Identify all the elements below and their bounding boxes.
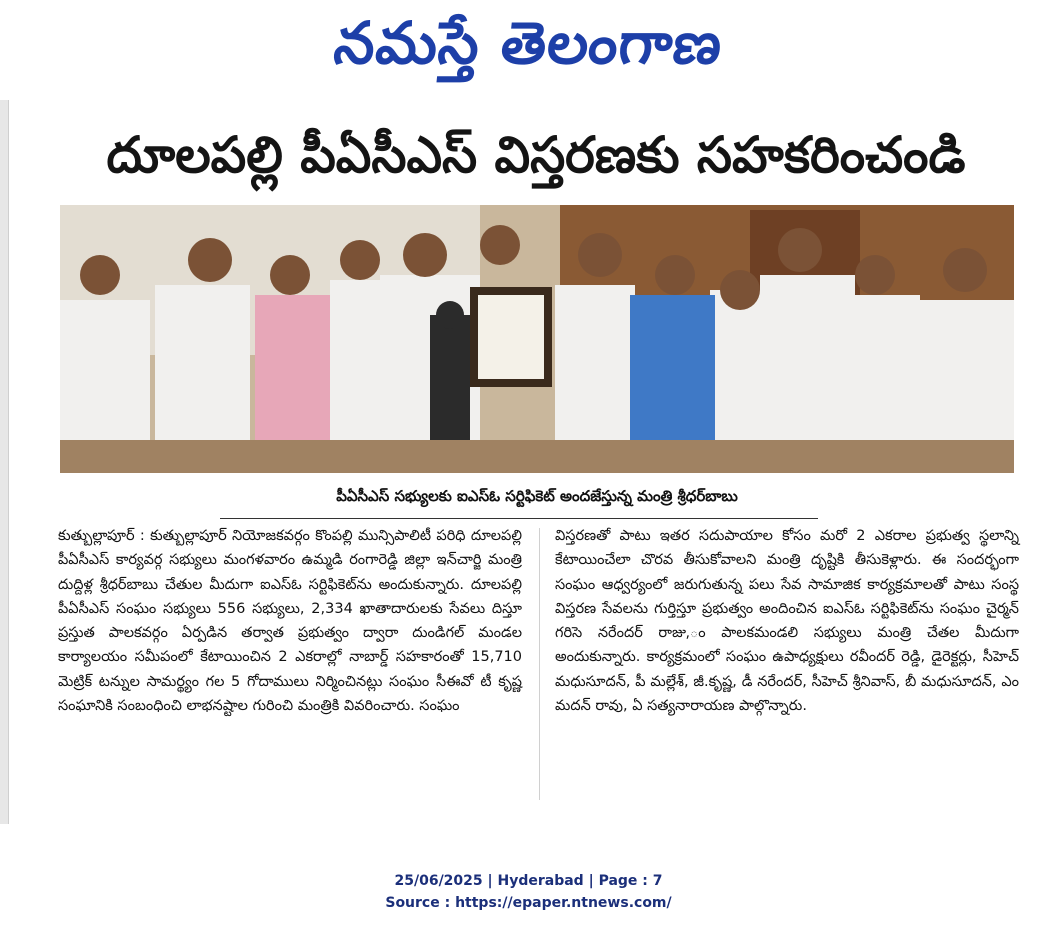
- caption-divider: [220, 518, 818, 519]
- photo-illustration: [60, 205, 1014, 473]
- photo-caption: పీఏసీఎస్ సభ్యులకు ఐఎస్ఓ సర్టిఫికెట్ అందజేస్తున్న మంత్రి శ్రీధర్‌బాబు: [336, 487, 738, 505]
- article-column-left: [58, 524, 522, 718]
- article-body-right: విస్తరణతో పాటు ఇతర సదుపాయాల కోసం మరో 2 ఎకరాల ప్రభుత్వ స్థలాన్ని కేటాయించేలా చొరవ తీసుకోవాలని మంత్రి దృష్టికి తీసుకెళ్లారు. ఈ సందర్భంగా సంఘం ఆధ్వర్యంలో జరుగుతున్న పలు సేవ సామాజిక కార్యక్రమాలతో పాటు సంస్థ విస్తరణ సేవలను గుర్తిస్తూ ప్రభుత్వం అందించిన ఐఎస్ఓ సర్టిఫికెట్‌ను సంఘం చైర్మన్ గరిసె నరేందర్ రాజు,ం పాలకమండలి సభ్యులు మంత్రి చేతల మీదుగా అందుకున్నారు. కార్యక్రమంలో సంఘం ఉపాధ్యక్షులు రవీందర్ రెడ్డి, డైరెక్టర్లు, సీహెచ్ మధుసూదన్, పీ మల్లేశ్, జీ.కృష్ణ, డీ నరేందర్, సీహెచ్ శ్రీనివాస్, బీ మధుసూదన్, ఎం మదన్ రావు, ఏ సత్యనారాయణ పాల్గొన్నారు.: [555, 528, 1019, 715]
- article-photo: [60, 205, 1014, 473]
- footer-source-link[interactable]: Source : https://epaper.ntnews.com/: [385, 895, 672, 911]
- page-margin-rule: [0, 100, 9, 824]
- article-headline: దూలపల్లి పీఏసీఎస్ విస్తరణకు సహకరించండి: [106, 126, 966, 184]
- newspaper-masthead: నమస్తే తెలంగాణ: [330, 9, 727, 77]
- page-footer: [0, 870, 1057, 914]
- column-divider: [539, 528, 540, 800]
- article-column-right: [555, 524, 1019, 718]
- footer-edition-info: 25/06/2025 | Hyderabad | Page : 7: [394, 873, 663, 889]
- article-body-left: కుత్బుల్లాపూర్ : కుత్బుల్లాపూర్ నియోజకవర్గం కొంపల్లి మున్సిపాలిటీ పరిధి దూలపల్లి పీఏసీఎస్ కార్యవర్గ సభ్యులు మంగళవారం ఉమ్మడి రంగారెడ్డి జిల్లా ఇన్‌చార్జి మంత్రి దుద్దిళ్ల శ్రీధర్‌బాబు చేతుల మీదుగా ఐఎస్ఓ సర్టిఫికెట్‌ను అందుకున్నారు. దూలపల్లి పీఏసీఎస్ సంఘం సభ్యులు 556 సభ్యులు, 2,334 ఖాతాదారులకు సేవలు దిస్తూ ప్రస్తుత పాలకవర్గం ఏర్పడిన తర్వాత ప్రభుత్వం ద్వారా దుండిగల్ మండల కార్యాలయం సమీపంలో కేటాయించిన 2 ఎకరాల్లో నాబార్డ్ సహకారంతో 15,710 మెట్రిక్ టన్నుల సామర్థ్యం గల 5 గోదాములు నిర్మించినట్లు సంఘం సీఈవో టీ కృష్ణ సంఘానికి సంబంధించి లాభనష్టాల గురించి మంత్రికి వివరించారు. సంఘం: [58, 528, 522, 715]
